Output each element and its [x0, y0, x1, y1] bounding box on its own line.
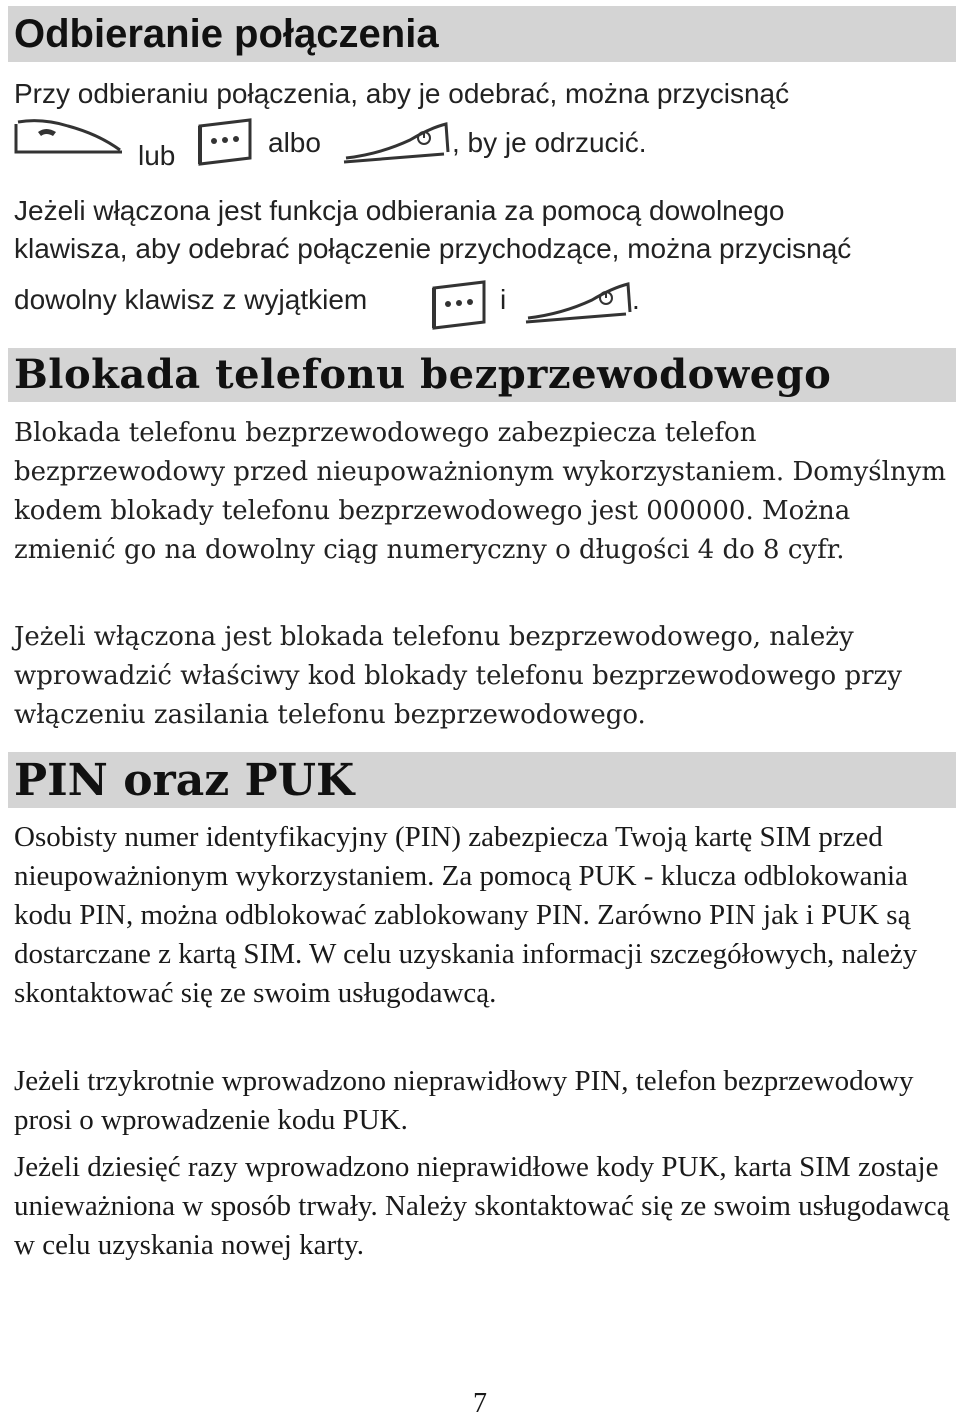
word-i: i [500, 284, 507, 315]
reject-call-text: , by je odrzucić. [452, 127, 647, 158]
word-lub: lub [138, 140, 176, 171]
pin-puk-paragraph-1: Osobisty numer identyfikacyjny (PIN) zabezpiecza Twoją kartę SIM przed nieupoważnionym wykorzystaniem. Za pomocą PUK - klucza odblokowania kodu PIN, można odblokować zablokowany PIN. Zarówno PIN jak i PUK są dostarczane z kartą SIM. W celu uzyskania informacji szczegółowych, należy skontaktować się ze swoim usługodawcą. [14, 821, 918, 1009]
sentence-period: . [632, 284, 640, 315]
menu-key-icon [196, 118, 254, 166]
section-heading-pin-puk: PIN oraz PUK [8, 752, 956, 808]
handset-lock-paragraph-1: Blokada telefonu bezprzewodowego zabezpiecza telefon bezprzewodowy przed nieupoważnionym wykorzystaniem. Domyślnym kodem blokady telefonu bezprzewodowego jest 000000. Można zmienić go na dowolny ciąg numeryczny o długości 4 do 8 cyfr. [14, 418, 947, 565]
pin-puk-paragraph-2: Jeżeli trzykrotnie wprowadzono nieprawidłowy PIN, telefon bezprzewodowy prosi o wprowadzenie kodu PUK. [14, 1065, 914, 1136]
page-number: 7 [473, 1388, 487, 1419]
section-heading-answering-call: Odbieranie połączenia [8, 6, 956, 62]
handset-lock-paragraph-2: Jeżeli włączona jest blokada telefonu bezprzewodowego, należy wprowadzić właściwy kod blokady telefonu bezprzewodowego przy włączeniu zasilania telefonu bezprzewodowego. [14, 622, 902, 730]
menu-key-icon [430, 280, 488, 330]
pin-puk-paragraph-3: Jeżeli dziesięć razy wprowadzono nieprawidłowe kody PUK, karta SIM zostaje unieważniona w sposób trwały. Należy skontaktować się ze swoim usługodawcą w celu uzyskania nowej karty. [14, 1151, 950, 1261]
any-key-text-line2: klawisza, aby odebrać połączenie przychodzące, można przycisnąć [14, 233, 852, 264]
talk-key-icon [12, 112, 124, 162]
word-albo: albo [268, 127, 321, 158]
end-power-key-icon [522, 278, 634, 328]
any-key-text-line3: dowolny klawisz z wyjątkiem [14, 284, 368, 315]
end-power-key-icon [340, 118, 452, 168]
any-key-text-line1: Jeżeli włączona jest funkcja odbierania za pomocą dowolnego [14, 195, 785, 226]
section-heading-handset-lock: Blokada telefonu bezprzewodowego [8, 348, 956, 402]
answer-call-text: Przy odbieraniu połączenia, aby je odebrać, można przycisnąć [14, 78, 790, 109]
